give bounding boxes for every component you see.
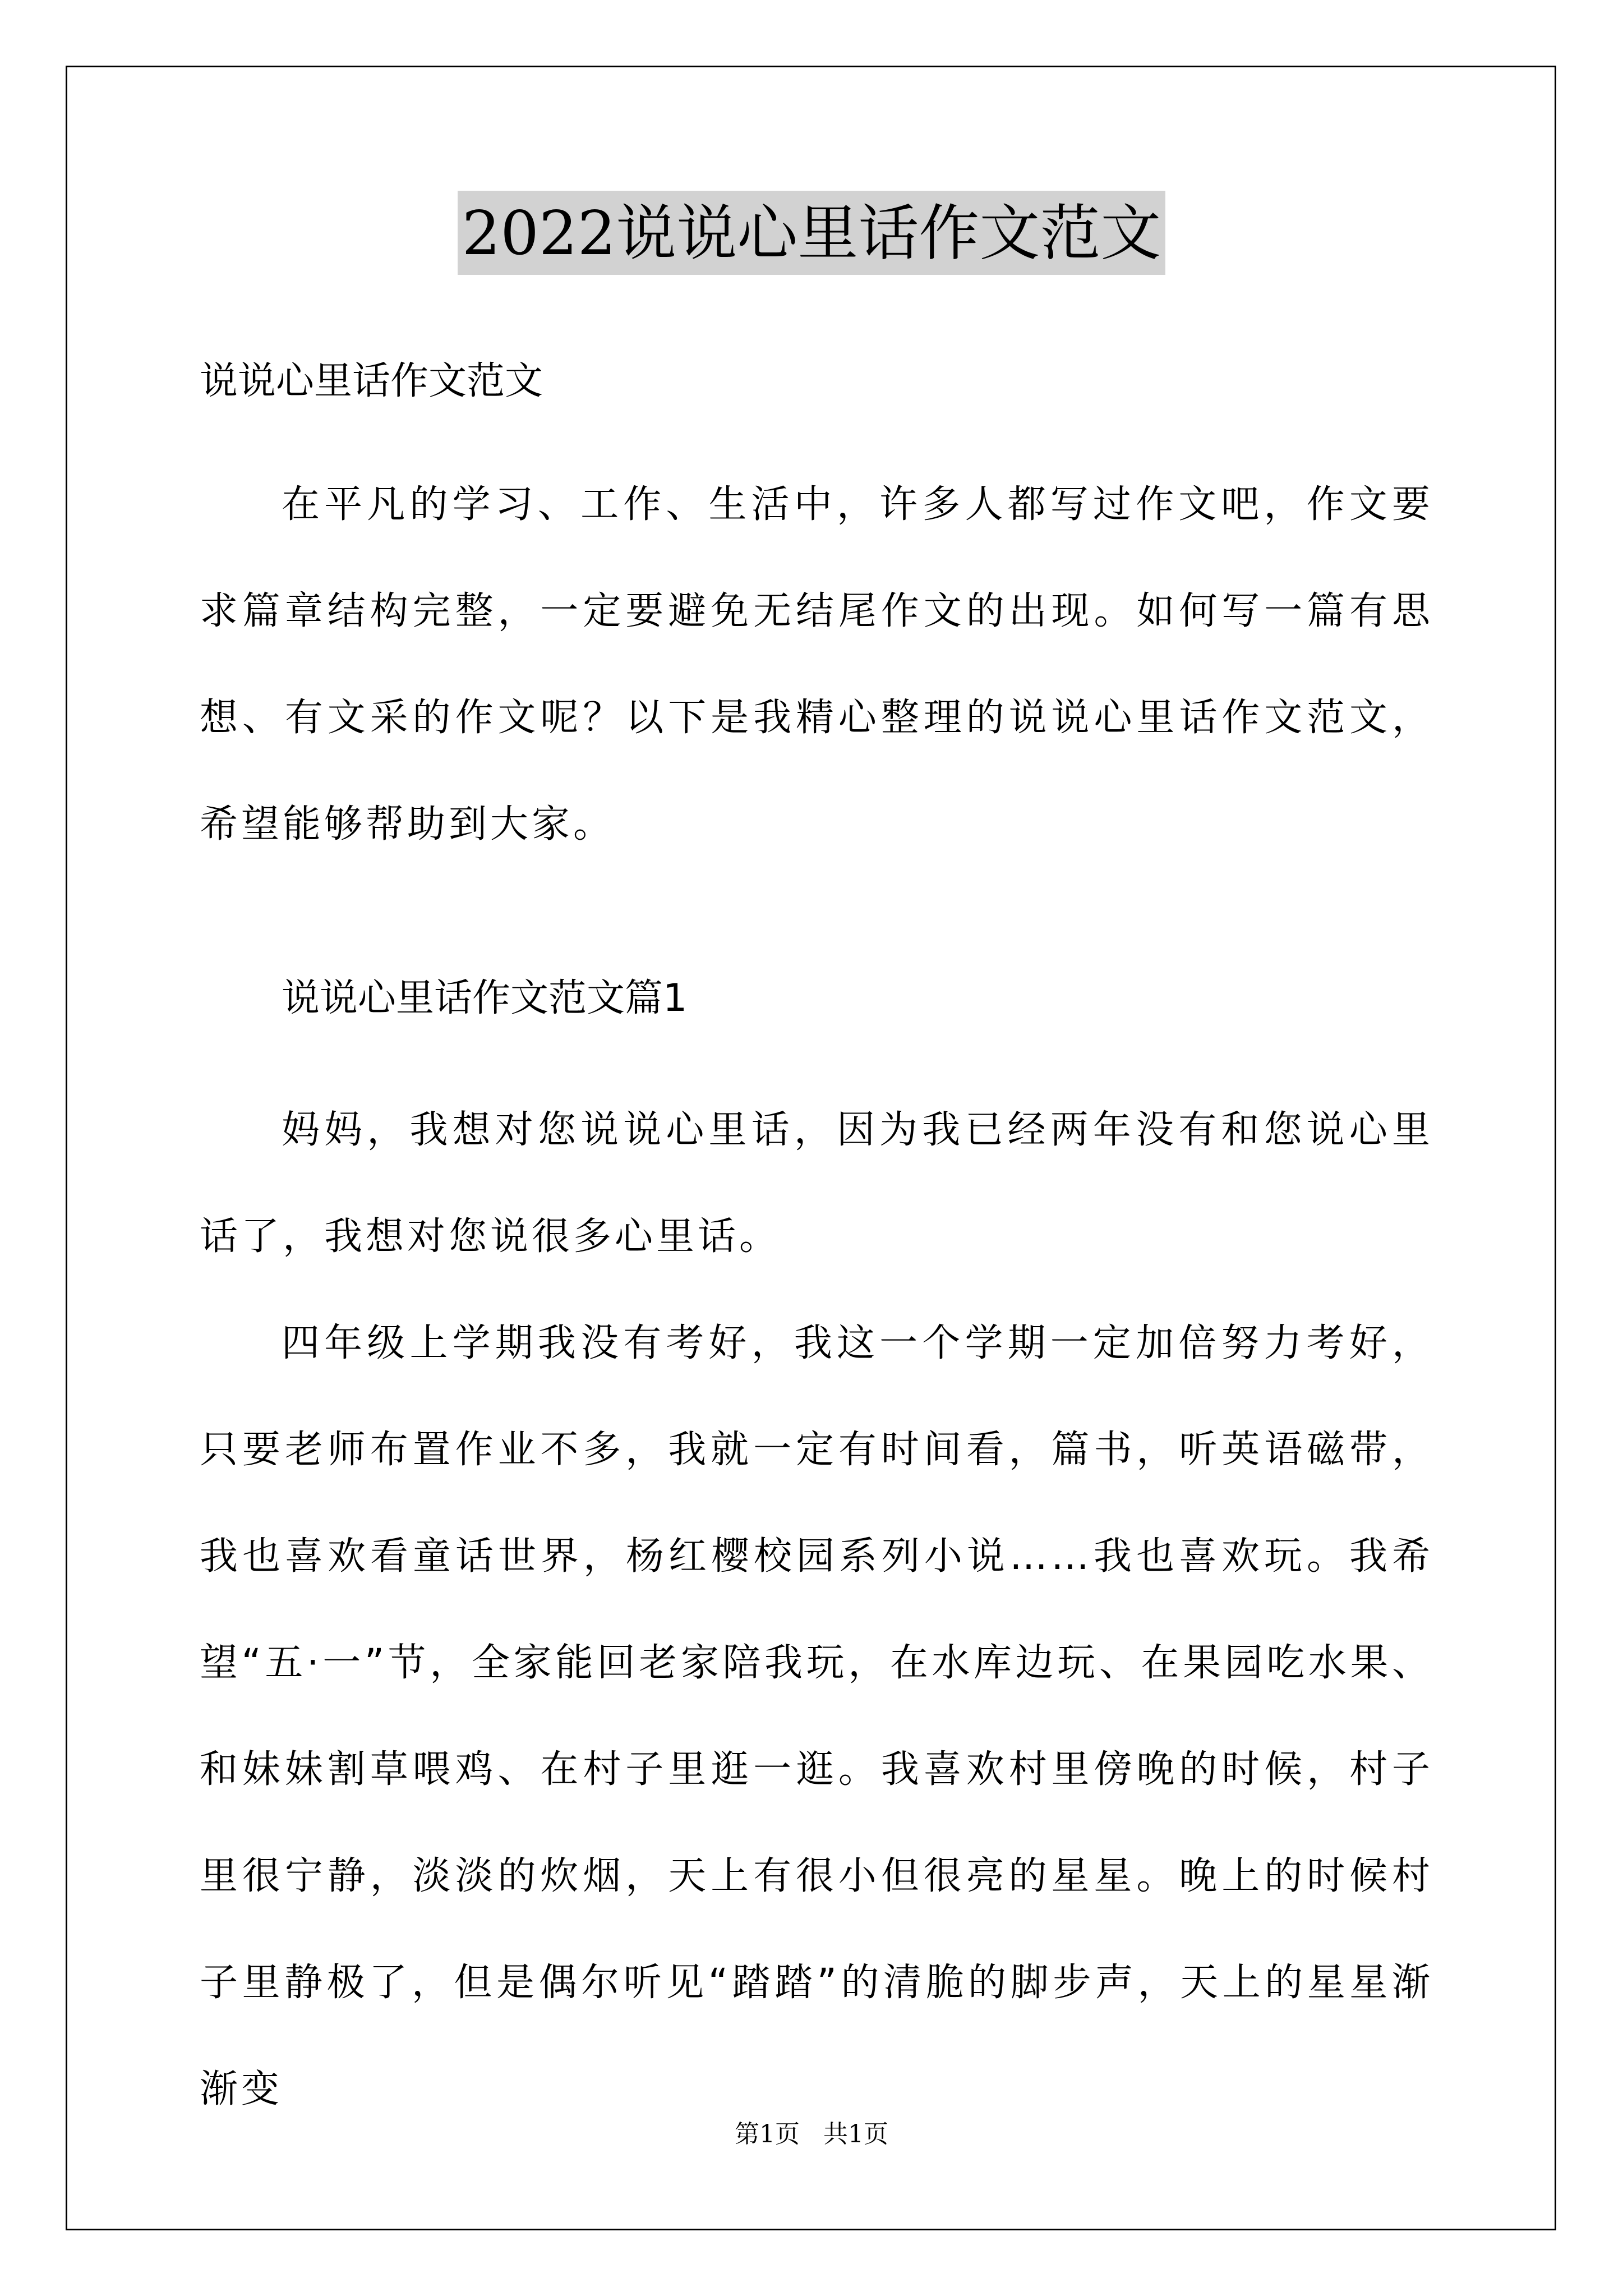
document-subtitle: 说说心里话作文范文 <box>200 359 543 403</box>
intro-paragraph: 在平凡的学习、工作、生活中，许多人都写过作文吧，作文要求篇章结构完整，一定要避免无结尾作文的出现。如何写一篇有思想、有文采的作文呢？以下是我精心整理的说说心里话作文范文，希望能够帮助到大家。 <box>200 482 1433 846</box>
story-paragraph-2: 四年级上学期我没有考好，我这一个学期一定加倍努力考好，只要老师布置作业不多，我就一定有时间看，篇书，听英语磁带，我也喜欢看童话世界，杨红樱校园系列小说……我也喜欢玩。我希望“五·一”节，全家能回老家陪我玩，在水库边玩、在果园吃水果、和妹妹割草喂鸡、在村子里逛一逛。我喜欢村里傍晚的时候，村子里很宁静，淡淡的炊烟，天上有很小但很亮的星星。晚上的时候村子里静极了，但是偶尔听见“踏踏”的清脆的脚步声，天上的星星渐渐变 <box>200 1321 1433 2111</box>
story-body <box>200 1077 1433 2143</box>
document-title-block <box>0 191 1623 275</box>
page-footer: 第1页 共1页 <box>735 2120 888 2148</box>
document-title: 2022说说心里话作文范文 <box>458 191 1166 275</box>
story-paragraph-1: 妈妈，我想对您说说心里话，因为我已经两年没有和您说心里话了，我想对您说很多心里话。 <box>200 1108 1433 1259</box>
section-heading: 说说心里话作文范文篇1 <box>282 976 688 1020</box>
